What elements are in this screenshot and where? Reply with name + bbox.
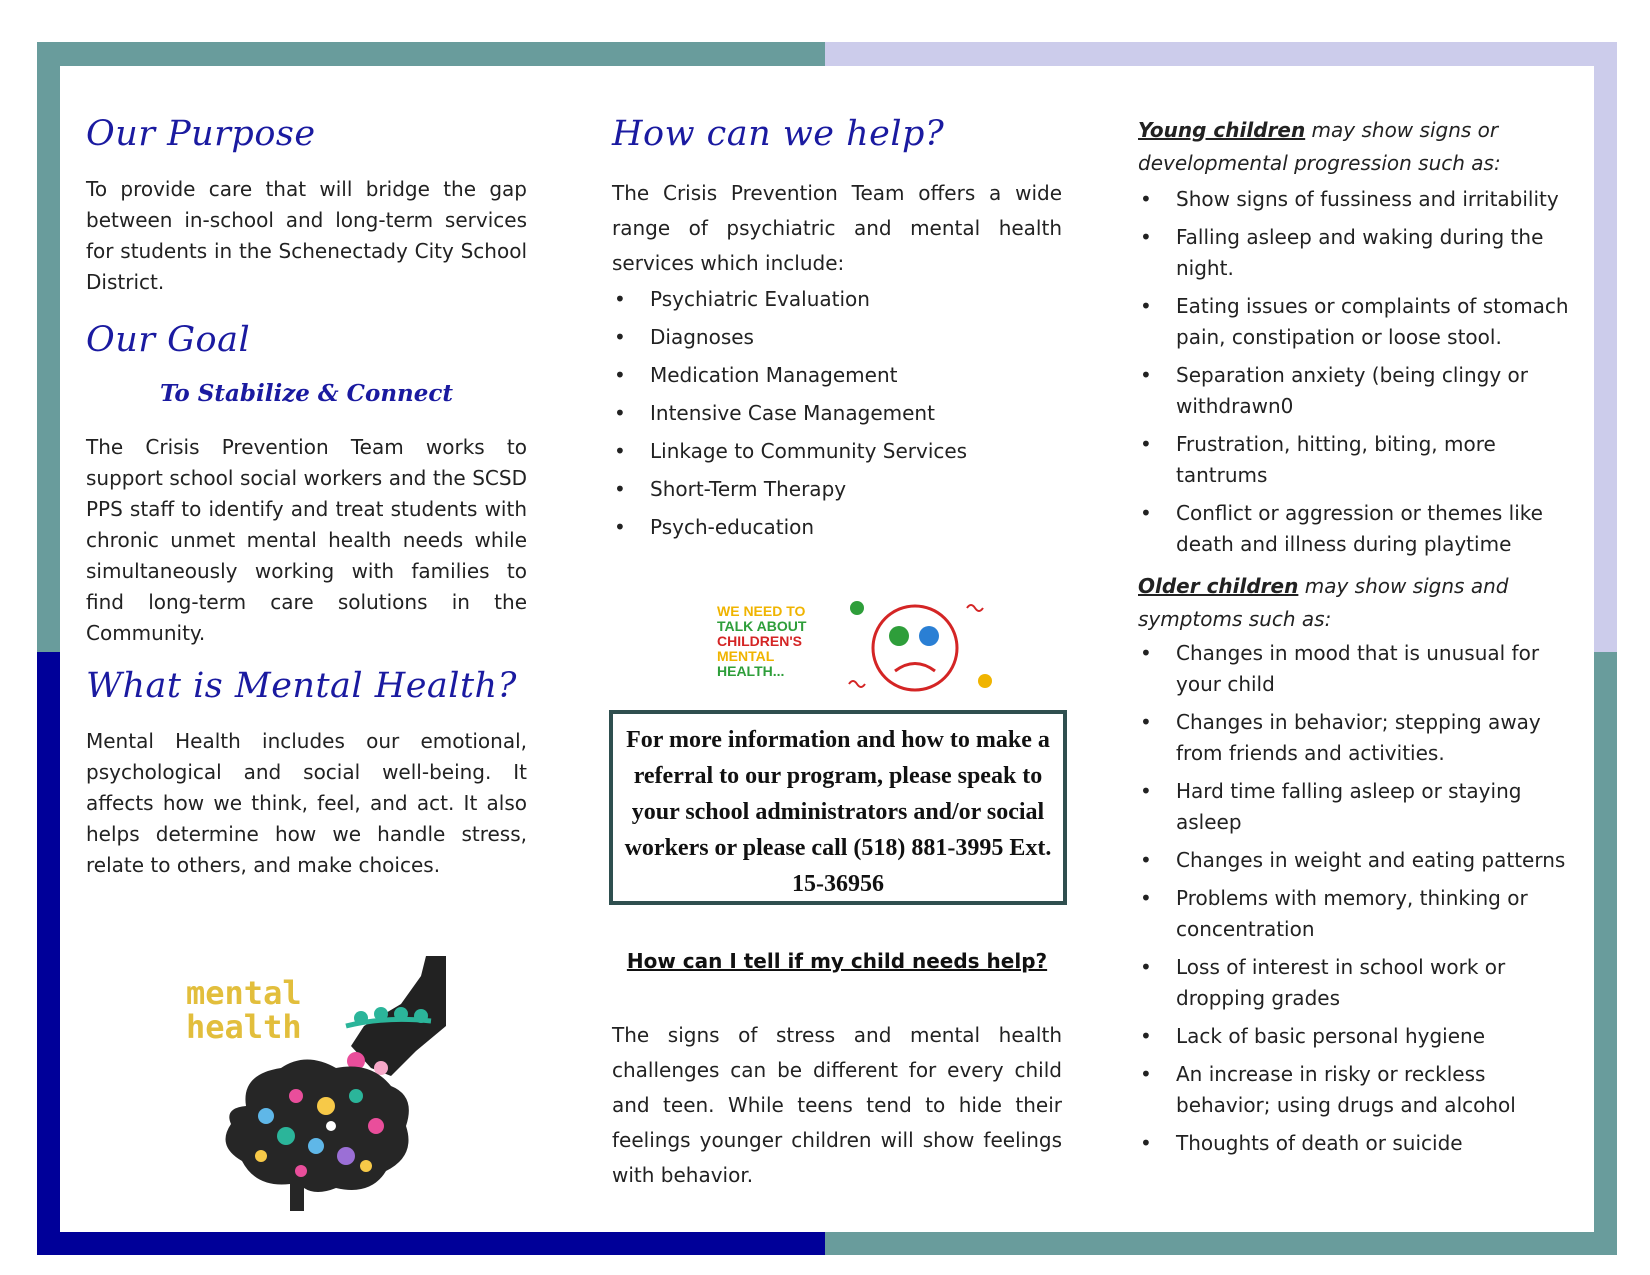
sad-face-icon	[717, 596, 1007, 701]
graphic-line-3: CHILDREN'S	[717, 633, 802, 649]
list-item: • Show signs of fussiness and irritability	[1138, 184, 1583, 215]
list-item: • Linkage to Community Services	[612, 436, 1062, 466]
older-children-intro	[1138, 570, 1583, 636]
young-children-label: Young children	[1138, 118, 1306, 142]
signs-text: The signs of stress and mental health challenges can be different for every child and teen. While teens tend to hide their feelings younger children will show feelings with behavior.	[612, 1023, 1062, 1187]
graphic-line-1: WE NEED TO	[717, 603, 806, 619]
purpose-heading: Our Purpose	[86, 114, 316, 154]
list-item: • Changes in behavior; stepping away from friends and activities.	[1138, 707, 1583, 769]
list-item: • Loss of interest in school work or dropping grades	[1138, 952, 1583, 1014]
list-item: • Intensive Case Management	[612, 398, 1062, 428]
goal-text: The Crisis Prevention Team works to support school social workers and the SCSD PPS staff to identify and treat students with chronic unmet mental health needs while simultaneously working with families to find long-term care solutions in the Community.	[86, 435, 527, 645]
child-help-question: How can I tell if my child needs help?	[626, 949, 1048, 973]
graphic-line-5: HEALTH...	[717, 663, 785, 679]
goal-subheading: To Stabilize & Connect	[159, 380, 454, 407]
list-item: • Changes in mood that is unusual for your child	[1138, 638, 1583, 700]
graphic-line-4: MENTAL	[717, 648, 775, 664]
older-children-signs-list	[1138, 638, 1583, 1166]
list-item: • Thoughts of death or suicide	[1138, 1128, 1583, 1159]
older-children-lead: may show signs and symptoms such as:	[1138, 574, 1509, 631]
childrens-mental-health-graphic	[717, 596, 1007, 701]
list-item: • Medication Management	[612, 360, 1062, 390]
brochure-panel	[60, 66, 1594, 1232]
young-children-intro	[1138, 114, 1583, 180]
list-item: • Psychiatric Evaluation	[612, 284, 1062, 314]
graphic-line-2: TALK ABOUT	[717, 618, 807, 634]
list-item: • Separation anxiety (being clingy or withdrawn0	[1138, 360, 1583, 422]
services-list	[612, 284, 1062, 550]
older-children-label: Older children	[1138, 574, 1299, 598]
list-item: • Eating issues or complaints of stomach pain, constipation or loose stool.	[1138, 291, 1583, 353]
list-item: • Problems with memory, thinking or concentration	[1138, 883, 1583, 945]
list-item: • Lack of basic personal hygiene	[1138, 1021, 1583, 1052]
goal-heading: Our Goal	[86, 320, 251, 360]
mental-health-text: Mental Health includes our emotional, psychological and social well-being. It affects how we think, feel, and act. It also helps determine how we handle stress, relate to others, and make choices.	[86, 729, 527, 877]
brain-hand-icon	[186, 956, 466, 1216]
list-item: • Conflict or aggression or themes like death and illness during playtime	[1138, 498, 1583, 560]
mental-health-heading: What is Mental Health?	[86, 666, 517, 706]
list-item: • Hard time falling asleep or staying asleep	[1138, 776, 1583, 838]
logo-word-mental: mental	[186, 974, 302, 1012]
logo-word-health: health	[186, 1008, 302, 1046]
mental-health-illustration	[186, 956, 466, 1216]
help-heading: How can we help?	[612, 114, 945, 154]
purpose-text: To provide care that will bridge the gap between in-school and long-term services for students in the Schenectady City School District.	[86, 177, 527, 294]
list-item: • Diagnoses	[612, 322, 1062, 352]
list-item: • An increase in risky or reckless behavior; using drugs and alcohol	[1138, 1059, 1583, 1121]
young-children-signs-list	[1138, 184, 1583, 567]
help-intro: The Crisis Prevention Team offers a wide range of psychiatric and mental health services which include:	[612, 181, 1062, 275]
young-children-lead: may show signs or developmental progression such as:	[1138, 118, 1501, 175]
list-item: • Psych-education	[612, 512, 1062, 542]
list-item: • Falling asleep and waking during the night.	[1138, 222, 1583, 284]
list-item: • Short-Term Therapy	[612, 474, 1062, 504]
referral-info-box	[609, 710, 1067, 905]
list-item: • Frustration, hitting, biting, more tantrums	[1138, 429, 1583, 491]
referral-info-text: For more information and how to make a referral to our program, please speak to your school administrators and/or social workers or please call (518) 881-3995 Ext. 15-36956	[624, 727, 1052, 897]
list-item: • Changes in weight and eating patterns	[1138, 845, 1583, 876]
